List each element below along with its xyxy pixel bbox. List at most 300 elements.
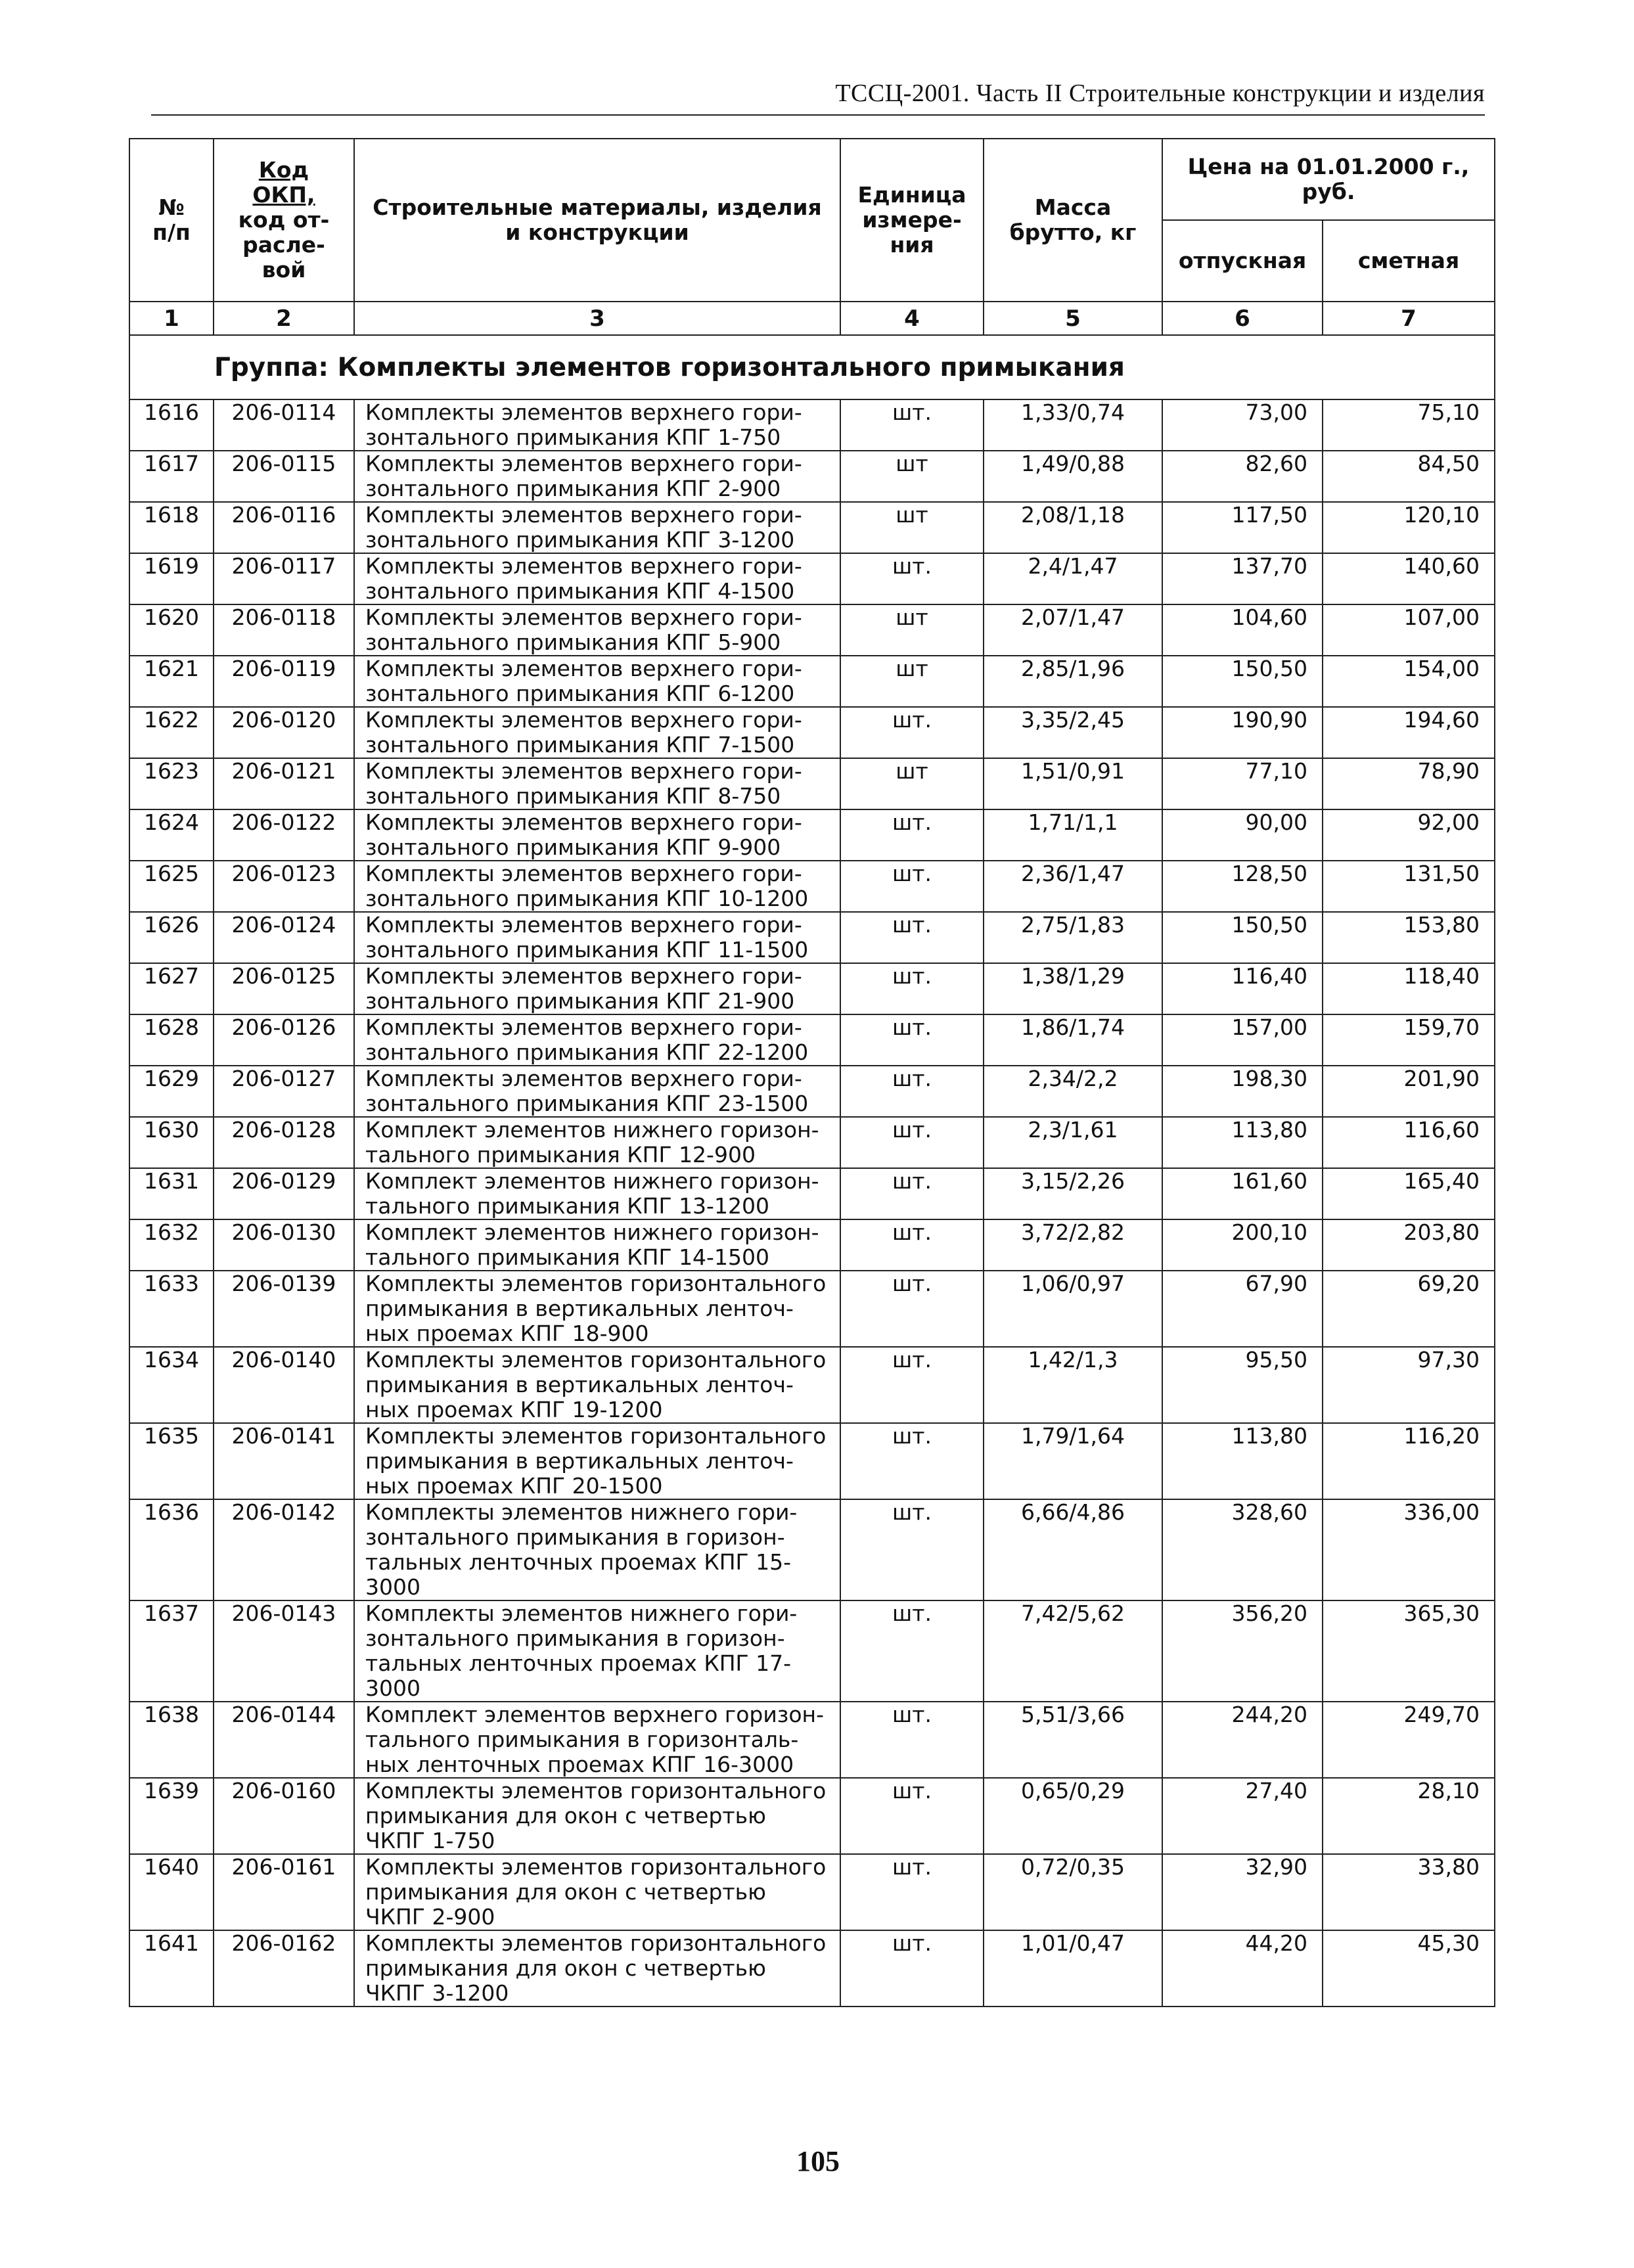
- unit-cell: шт.: [840, 861, 984, 912]
- price-est-cell: 159,70: [1323, 1014, 1495, 1066]
- item-name-line: Комплекты элементов горизонтального: [365, 1778, 827, 1803]
- price-sale-cell: 44,20: [1162, 1930, 1323, 2007]
- unit-cell: шт.: [840, 707, 984, 758]
- table-row: [129, 451, 1495, 502]
- header-price-line: руб.: [1302, 179, 1355, 204]
- header-name: [354, 139, 840, 302]
- header-name-line: и конструкции: [505, 219, 689, 245]
- item-name-line: Комплекты элементов верхнего гори-: [365, 963, 802, 989]
- header-unit-line: ния: [890, 232, 934, 258]
- item-name-line: ЧКПГ 1-750: [365, 1828, 495, 1853]
- item-name-line: Комплекты элементов верхнего гори-: [365, 656, 802, 681]
- item-name: [354, 604, 840, 656]
- price-est-cell: 92,00: [1323, 809, 1495, 861]
- mass-cell: 5,51/3,66: [984, 1702, 1162, 1778]
- price-est-cell: 28,10: [1323, 1778, 1495, 1854]
- mass-cell: 6,66/4,86: [984, 1499, 1162, 1600]
- row-number: 1625: [129, 861, 214, 912]
- okp-code: 206-0120: [214, 707, 354, 758]
- price-sale-cell: 150,50: [1162, 912, 1323, 963]
- item-name-line: зонтального примыкания КПГ 2-900: [365, 476, 781, 501]
- item-name-line: зонтального примыкания в горизон-: [365, 1625, 785, 1651]
- row-number: 1637: [129, 1600, 214, 1702]
- okp-code: 206-0130: [214, 1219, 354, 1271]
- table-row: [129, 1168, 1495, 1219]
- row-number: 1620: [129, 604, 214, 656]
- table-row: [129, 399, 1495, 451]
- price-est-cell: 75,10: [1323, 399, 1495, 451]
- okp-code: 206-0143: [214, 1600, 354, 1702]
- item-name: [354, 1271, 840, 1347]
- okp-code: 206-0126: [214, 1014, 354, 1066]
- unit-cell: шт: [840, 758, 984, 809]
- unit-cell: шт.: [840, 1600, 984, 1702]
- price-est-cell: 120,10: [1323, 502, 1495, 553]
- mass-cell: 2,3/1,61: [984, 1117, 1162, 1168]
- okp-code: 206-0128: [214, 1117, 354, 1168]
- price-est-cell: 203,80: [1323, 1219, 1495, 1271]
- item-name-line: Комплекты элементов горизонтального: [365, 1347, 827, 1372]
- unit-cell: шт: [840, 451, 984, 502]
- header-price-sale: отпускная: [1162, 220, 1323, 302]
- item-name: [354, 502, 840, 553]
- item-name-line: Комплекты элементов верхнего гори-: [365, 809, 802, 835]
- row-number: 1624: [129, 809, 214, 861]
- okp-code: 206-0142: [214, 1499, 354, 1600]
- price-sale-cell: 190,90: [1162, 707, 1323, 758]
- item-name-line: Комплекты элементов горизонтального: [365, 1854, 827, 1880]
- price-sale-cell: 200,10: [1162, 1219, 1323, 1271]
- row-number: 1641: [129, 1930, 214, 2007]
- item-name-line: ных проемах КПГ 18-900: [365, 1321, 649, 1346]
- price-sale-cell: 90,00: [1162, 809, 1323, 861]
- price-est-cell: 154,00: [1323, 656, 1495, 707]
- mass-cell: 1,71/1,1: [984, 809, 1162, 861]
- table-row: [129, 861, 1495, 912]
- page-number: 105: [796, 2145, 840, 2177]
- price-est-cell: 78,90: [1323, 758, 1495, 809]
- item-name: [354, 809, 840, 861]
- column-number: 5: [984, 302, 1162, 335]
- okp-code: 206-0117: [214, 553, 354, 604]
- table-row: [129, 1014, 1495, 1066]
- price-sale-cell: 95,50: [1162, 1347, 1323, 1423]
- item-name-line: примыкания для окон с четвертью: [365, 1803, 766, 1828]
- item-name: [354, 1423, 840, 1499]
- row-number: 1618: [129, 502, 214, 553]
- item-name-line: Комплекты элементов горизонтального: [365, 1423, 827, 1449]
- header-num-line: п/п: [152, 219, 191, 245]
- table-row: [129, 1702, 1495, 1778]
- header-code-line: код от-: [238, 207, 330, 233]
- header-rule: [151, 114, 1485, 116]
- table-row: [129, 912, 1495, 963]
- row-number: 1633: [129, 1271, 214, 1347]
- table-row: [129, 1854, 1495, 1930]
- unit-cell: шт.: [840, 399, 984, 451]
- header-name-line: Строительные материалы, изделия: [373, 194, 822, 220]
- row-number: 1617: [129, 451, 214, 502]
- price-sale-cell: 137,70: [1162, 553, 1323, 604]
- item-name-line: зонтального примыкания КПГ 3-1200: [365, 527, 795, 553]
- table-row: [129, 963, 1495, 1014]
- price-est-cell: 45,30: [1323, 1930, 1495, 2007]
- row-number: 1628: [129, 1014, 214, 1066]
- item-name-line: 3000: [365, 1574, 420, 1600]
- unit-cell: шт.: [840, 912, 984, 963]
- price-sale-cell: 198,30: [1162, 1066, 1323, 1117]
- header-num: [129, 139, 214, 302]
- header-unit-line: измере-: [862, 207, 962, 233]
- mass-cell: 1,33/0,74: [984, 399, 1162, 451]
- unit-cell: шт.: [840, 1168, 984, 1219]
- item-name: [354, 963, 840, 1014]
- header-price-est: сметная: [1323, 220, 1495, 302]
- item-name-line: ных проемах КПГ 20-1500: [365, 1473, 663, 1499]
- okp-code: 206-0116: [214, 502, 354, 553]
- mass-cell: 2,07/1,47: [984, 604, 1162, 656]
- mass-cell: 1,38/1,29: [984, 963, 1162, 1014]
- item-name-line: Комплекты элементов верхнего гори-: [365, 553, 802, 579]
- okp-code: 206-0124: [214, 912, 354, 963]
- okp-code: 206-0127: [214, 1066, 354, 1117]
- item-name-line: зонтального примыкания в горизон-: [365, 1524, 785, 1550]
- unit-cell: шт.: [840, 1117, 984, 1168]
- price-sale-cell: 328,60: [1162, 1499, 1323, 1600]
- unit-cell: шт.: [840, 1066, 984, 1117]
- okp-code: 206-0141: [214, 1423, 354, 1499]
- header-mass-line: Масса: [1034, 194, 1112, 220]
- item-name-line: зонтального примыкания КПГ 9-900: [365, 834, 781, 860]
- row-number: 1623: [129, 758, 214, 809]
- price-sale-cell: 161,60: [1162, 1168, 1323, 1219]
- item-name-line: зонтального примыкания КПГ 7-1500: [365, 732, 795, 758]
- table-row: [129, 758, 1495, 809]
- item-name-line: зонтального примыкания КПГ 5-900: [365, 629, 781, 655]
- price-sale-cell: 116,40: [1162, 963, 1323, 1014]
- row-number: 1640: [129, 1854, 214, 1930]
- okp-code: 206-0122: [214, 809, 354, 861]
- mass-cell: 0,65/0,29: [984, 1778, 1162, 1854]
- header-code: [214, 139, 354, 302]
- item-name-line: ных ленточных проемах КПГ 16-3000: [365, 1752, 794, 1777]
- unit-cell: шт.: [840, 1778, 984, 1854]
- item-name-line: примыкания в вертикальных ленточ-: [365, 1448, 794, 1474]
- item-name: [354, 1168, 840, 1219]
- column-number: 6: [1162, 302, 1323, 335]
- item-name-line: тальных ленточных проемах КПГ 17-: [365, 1650, 792, 1676]
- item-name-line: зонтального примыкания КПГ 22-1200: [365, 1039, 809, 1065]
- row-number: 1634: [129, 1347, 214, 1423]
- unit-cell: шт.: [840, 1347, 984, 1423]
- unit-cell: шт.: [840, 809, 984, 861]
- price-sale-cell: 128,50: [1162, 861, 1323, 912]
- item-name-line: зонтального примыкания КПГ 23-1500: [365, 1091, 809, 1116]
- item-name-line: ЧКПГ 3-1200: [365, 1980, 509, 2006]
- row-number: 1621: [129, 656, 214, 707]
- item-name-line: Комплект элементов нижнего горизон-: [365, 1168, 819, 1194]
- price-est-cell: 194,60: [1323, 707, 1495, 758]
- price-est-cell: 33,80: [1323, 1854, 1495, 1930]
- item-name-line: ЧКПГ 2-900: [365, 1904, 495, 1930]
- item-name-line: Комплекты элементов горизонтального: [365, 1930, 827, 1956]
- item-name-line: Комплекты элементов верхнего гори-: [365, 1066, 802, 1091]
- price-est-cell: 84,50: [1323, 451, 1495, 502]
- price-sale-cell: 104,60: [1162, 604, 1323, 656]
- price-est-cell: 118,40: [1323, 963, 1495, 1014]
- item-name-line: Комплект элементов верхнего горизон-: [365, 1702, 825, 1727]
- item-name-line: зонтального примыкания КПГ 11-1500: [365, 937, 809, 963]
- header-code-line: Код: [258, 157, 309, 183]
- item-name-line: Комплект элементов нижнего горизон-: [365, 1219, 819, 1245]
- column-number: 2: [214, 302, 354, 335]
- item-name-line: тального примыкания КПГ 12-900: [365, 1142, 756, 1168]
- item-name-line: зонтального примыкания КПГ 8-750: [365, 783, 781, 809]
- mass-cell: 1,79/1,64: [984, 1423, 1162, 1499]
- price-sale-cell: 67,90: [1162, 1271, 1323, 1347]
- mass-cell: 1,06/0,97: [984, 1271, 1162, 1347]
- item-name-line: зонтального примыкания КПГ 4-1500: [365, 578, 795, 604]
- row-number: 1639: [129, 1778, 214, 1854]
- header-num-line: №: [158, 194, 185, 220]
- price-sale-cell: 244,20: [1162, 1702, 1323, 1778]
- row-number: 1619: [129, 553, 214, 604]
- table-row: [129, 1117, 1495, 1168]
- price-sale-cell: 77,10: [1162, 758, 1323, 809]
- price-sale-cell: 117,50: [1162, 502, 1323, 553]
- item-name: [354, 1702, 840, 1778]
- table-row: [129, 1930, 1495, 2007]
- unit-cell: шт.: [840, 1423, 984, 1499]
- unit-cell: шт.: [840, 1930, 984, 2007]
- okp-code: 206-0114: [214, 399, 354, 451]
- unit-cell: шт.: [840, 1854, 984, 1930]
- row-number: 1626: [129, 912, 214, 963]
- item-name: [354, 1347, 840, 1423]
- header-price-line: Цена на 01.01.2000 г.,: [1187, 154, 1470, 179]
- item-name-line: тального примыкания КПГ 13-1200: [365, 1193, 769, 1219]
- row-number: 1632: [129, 1219, 214, 1271]
- table-row: [129, 656, 1495, 707]
- price-est-cell: 97,30: [1323, 1347, 1495, 1423]
- unit-cell: шт.: [840, 1702, 984, 1778]
- item-name: [354, 861, 840, 912]
- item-name: [354, 451, 840, 502]
- mass-cell: 0,72/0,35: [984, 1854, 1162, 1930]
- item-name-line: Комплекты элементов горизонтального: [365, 1271, 827, 1296]
- row-number: 1630: [129, 1117, 214, 1168]
- table-row: [129, 707, 1495, 758]
- item-name: [354, 912, 840, 963]
- running-header: ТССЦ-2001. Часть II Строительные конструкции и изделия: [835, 79, 1485, 107]
- unit-cell: шт.: [840, 553, 984, 604]
- item-name-line: Комплекты элементов верхнего гори-: [365, 399, 802, 425]
- item-name-line: примыкания для окон с четвертью: [365, 1879, 766, 1905]
- table-row: [129, 1219, 1495, 1271]
- column-number: 7: [1323, 302, 1495, 335]
- item-name-line: Комплекты элементов нижнего гори-: [365, 1499, 798, 1525]
- item-name-line: Комплекты элементов верхнего гори-: [365, 502, 802, 528]
- item-name-line: Комплекты элементов верхнего гори-: [365, 1014, 802, 1040]
- group-title: Группа: Комплекты элементов горизонтального примыкания: [129, 335, 1495, 399]
- mass-cell: 7,42/5,62: [984, 1600, 1162, 1702]
- okp-code: 206-0139: [214, 1271, 354, 1347]
- group-row: [129, 335, 1495, 399]
- header-mass-line: брутто, кг: [1009, 219, 1137, 245]
- table-row: [129, 502, 1495, 553]
- item-name: [354, 1600, 840, 1702]
- mass-cell: 2,08/1,18: [984, 502, 1162, 553]
- item-name-line: 3000: [365, 1675, 420, 1701]
- unit-cell: шт.: [840, 1499, 984, 1600]
- column-number: 4: [840, 302, 984, 335]
- price-est-cell: 107,00: [1323, 604, 1495, 656]
- column-number-row: [129, 302, 1495, 335]
- mass-cell: 2,36/1,47: [984, 861, 1162, 912]
- header-unit: [840, 139, 984, 302]
- unit-cell: шт.: [840, 1014, 984, 1066]
- price-sale-cell: 113,80: [1162, 1423, 1323, 1499]
- header-code-line: расле-: [242, 232, 325, 258]
- price-est-cell: 153,80: [1323, 912, 1495, 963]
- mass-cell: 1,01/0,47: [984, 1930, 1162, 2007]
- item-name: [354, 758, 840, 809]
- item-name: [354, 1014, 840, 1066]
- item-name-line: Комплекты элементов верхнего гори-: [365, 758, 802, 784]
- unit-cell: шт: [840, 502, 984, 553]
- mass-cell: 3,35/2,45: [984, 707, 1162, 758]
- mass-cell: 1,86/1,74: [984, 1014, 1162, 1066]
- table-row: [129, 1499, 1495, 1600]
- mass-cell: 3,15/2,26: [984, 1168, 1162, 1219]
- price-est-cell: 365,30: [1323, 1600, 1495, 1702]
- mass-cell: 2,4/1,47: [984, 553, 1162, 604]
- header-mass: [984, 139, 1162, 302]
- item-name: [354, 1117, 840, 1168]
- item-name: [354, 1066, 840, 1117]
- price-est-cell: 140,60: [1323, 553, 1495, 604]
- item-name-line: Комплекты элементов верхнего гори-: [365, 707, 802, 733]
- row-number: 1638: [129, 1702, 214, 1778]
- item-name-line: примыкания для окон с четвертью: [365, 1955, 766, 1981]
- item-name-line: зонтального примыкания КПГ 10-1200: [365, 886, 809, 911]
- header-unit-line: Единица: [857, 182, 966, 208]
- header-code-line: вой: [261, 257, 306, 283]
- item-name-line: примыкания в вертикальных ленточ-: [365, 1296, 794, 1321]
- row-number: 1616: [129, 399, 214, 451]
- price-table: [129, 138, 1495, 2007]
- table-row: [129, 1347, 1495, 1423]
- okp-code: 206-0160: [214, 1778, 354, 1854]
- item-name: [354, 1219, 840, 1271]
- item-name: [354, 553, 840, 604]
- okp-code: 206-0162: [214, 1930, 354, 2007]
- table-row: [129, 1778, 1495, 1854]
- item-name-line: Комплекты элементов верхнего гори-: [365, 912, 802, 938]
- table-row: [129, 1423, 1495, 1499]
- okp-code: 206-0118: [214, 604, 354, 656]
- unit-cell: шт.: [840, 1219, 984, 1271]
- price-sale-cell: 157,00: [1162, 1014, 1323, 1066]
- header-code-line: ОКП,: [252, 182, 315, 208]
- okp-code: 206-0129: [214, 1168, 354, 1219]
- okp-code: 206-0125: [214, 963, 354, 1014]
- price-sale-cell: 113,80: [1162, 1117, 1323, 1168]
- okp-code: 206-0144: [214, 1702, 354, 1778]
- unit-cell: шт: [840, 656, 984, 707]
- item-name-line: зонтального примыкания КПГ 1-750: [365, 424, 781, 450]
- table-row: [129, 553, 1495, 604]
- price-est-cell: 336,00: [1323, 1499, 1495, 1600]
- column-number: 1: [129, 302, 214, 335]
- price-est-cell: 131,50: [1323, 861, 1495, 912]
- price-sale-cell: 356,20: [1162, 1600, 1323, 1702]
- okp-code: 206-0140: [214, 1347, 354, 1423]
- item-name-line: примыкания в вертикальных ленточ-: [365, 1372, 794, 1397]
- okp-code: 206-0123: [214, 861, 354, 912]
- mass-cell: 2,75/1,83: [984, 912, 1162, 963]
- row-number: 1629: [129, 1066, 214, 1117]
- row-number: 1635: [129, 1423, 214, 1499]
- row-number: 1636: [129, 1499, 214, 1600]
- item-name-line: Комплекты элементов нижнего гори-: [365, 1600, 798, 1626]
- item-name-line: Комплекты элементов верхнего гори-: [365, 451, 802, 476]
- mass-cell: 1,51/0,91: [984, 758, 1162, 809]
- item-name-line: тального примыкания КПГ 14-1500: [365, 1244, 769, 1270]
- item-name-line: Комплекты элементов верхнего гори-: [365, 861, 802, 886]
- mass-cell: 3,72/2,82: [984, 1219, 1162, 1271]
- table-row: [129, 809, 1495, 861]
- mass-cell: 2,85/1,96: [984, 656, 1162, 707]
- okp-code: 206-0161: [214, 1854, 354, 1930]
- unit-cell: шт.: [840, 963, 984, 1014]
- item-name: [354, 656, 840, 707]
- price-sale-cell: 32,90: [1162, 1854, 1323, 1930]
- okp-code: 206-0119: [214, 656, 354, 707]
- okp-code: 206-0115: [214, 451, 354, 502]
- unit-cell: шт.: [840, 1271, 984, 1347]
- price-sale-cell: 82,60: [1162, 451, 1323, 502]
- price-sale-cell: 73,00: [1162, 399, 1323, 451]
- item-name-line: зонтального примыкания КПГ 6-1200: [365, 681, 795, 706]
- unit-cell: шт: [840, 604, 984, 656]
- mass-cell: 2,34/2,2: [984, 1066, 1162, 1117]
- item-name: [354, 1854, 840, 1930]
- table-row: [129, 604, 1495, 656]
- header-price: [1162, 139, 1495, 220]
- item-name: [354, 399, 840, 451]
- mass-cell: 1,42/1,3: [984, 1347, 1162, 1423]
- table-row: [129, 1271, 1495, 1347]
- item-name-line: Комплекты элементов верхнего гори-: [365, 604, 802, 630]
- item-name: [354, 1778, 840, 1854]
- price-sale-cell: 150,50: [1162, 656, 1323, 707]
- price-est-cell: 116,20: [1323, 1423, 1495, 1499]
- row-number: 1631: [129, 1168, 214, 1219]
- row-number: 1622: [129, 707, 214, 758]
- item-name-line: Комплект элементов нижнего горизон-: [365, 1117, 819, 1143]
- price-est-cell: 69,20: [1323, 1271, 1495, 1347]
- item-name-line: зонтального примыкания КПГ 21-900: [365, 988, 795, 1014]
- price-est-cell: 165,40: [1323, 1168, 1495, 1219]
- okp-code: 206-0121: [214, 758, 354, 809]
- item-name: [354, 707, 840, 758]
- row-number: 1627: [129, 963, 214, 1014]
- price-sale-cell: 27,40: [1162, 1778, 1323, 1854]
- item-name: [354, 1499, 840, 1600]
- price-est-cell: 249,70: [1323, 1702, 1495, 1778]
- item-name-line: тальных ленточных проемах КПГ 15-: [365, 1549, 792, 1575]
